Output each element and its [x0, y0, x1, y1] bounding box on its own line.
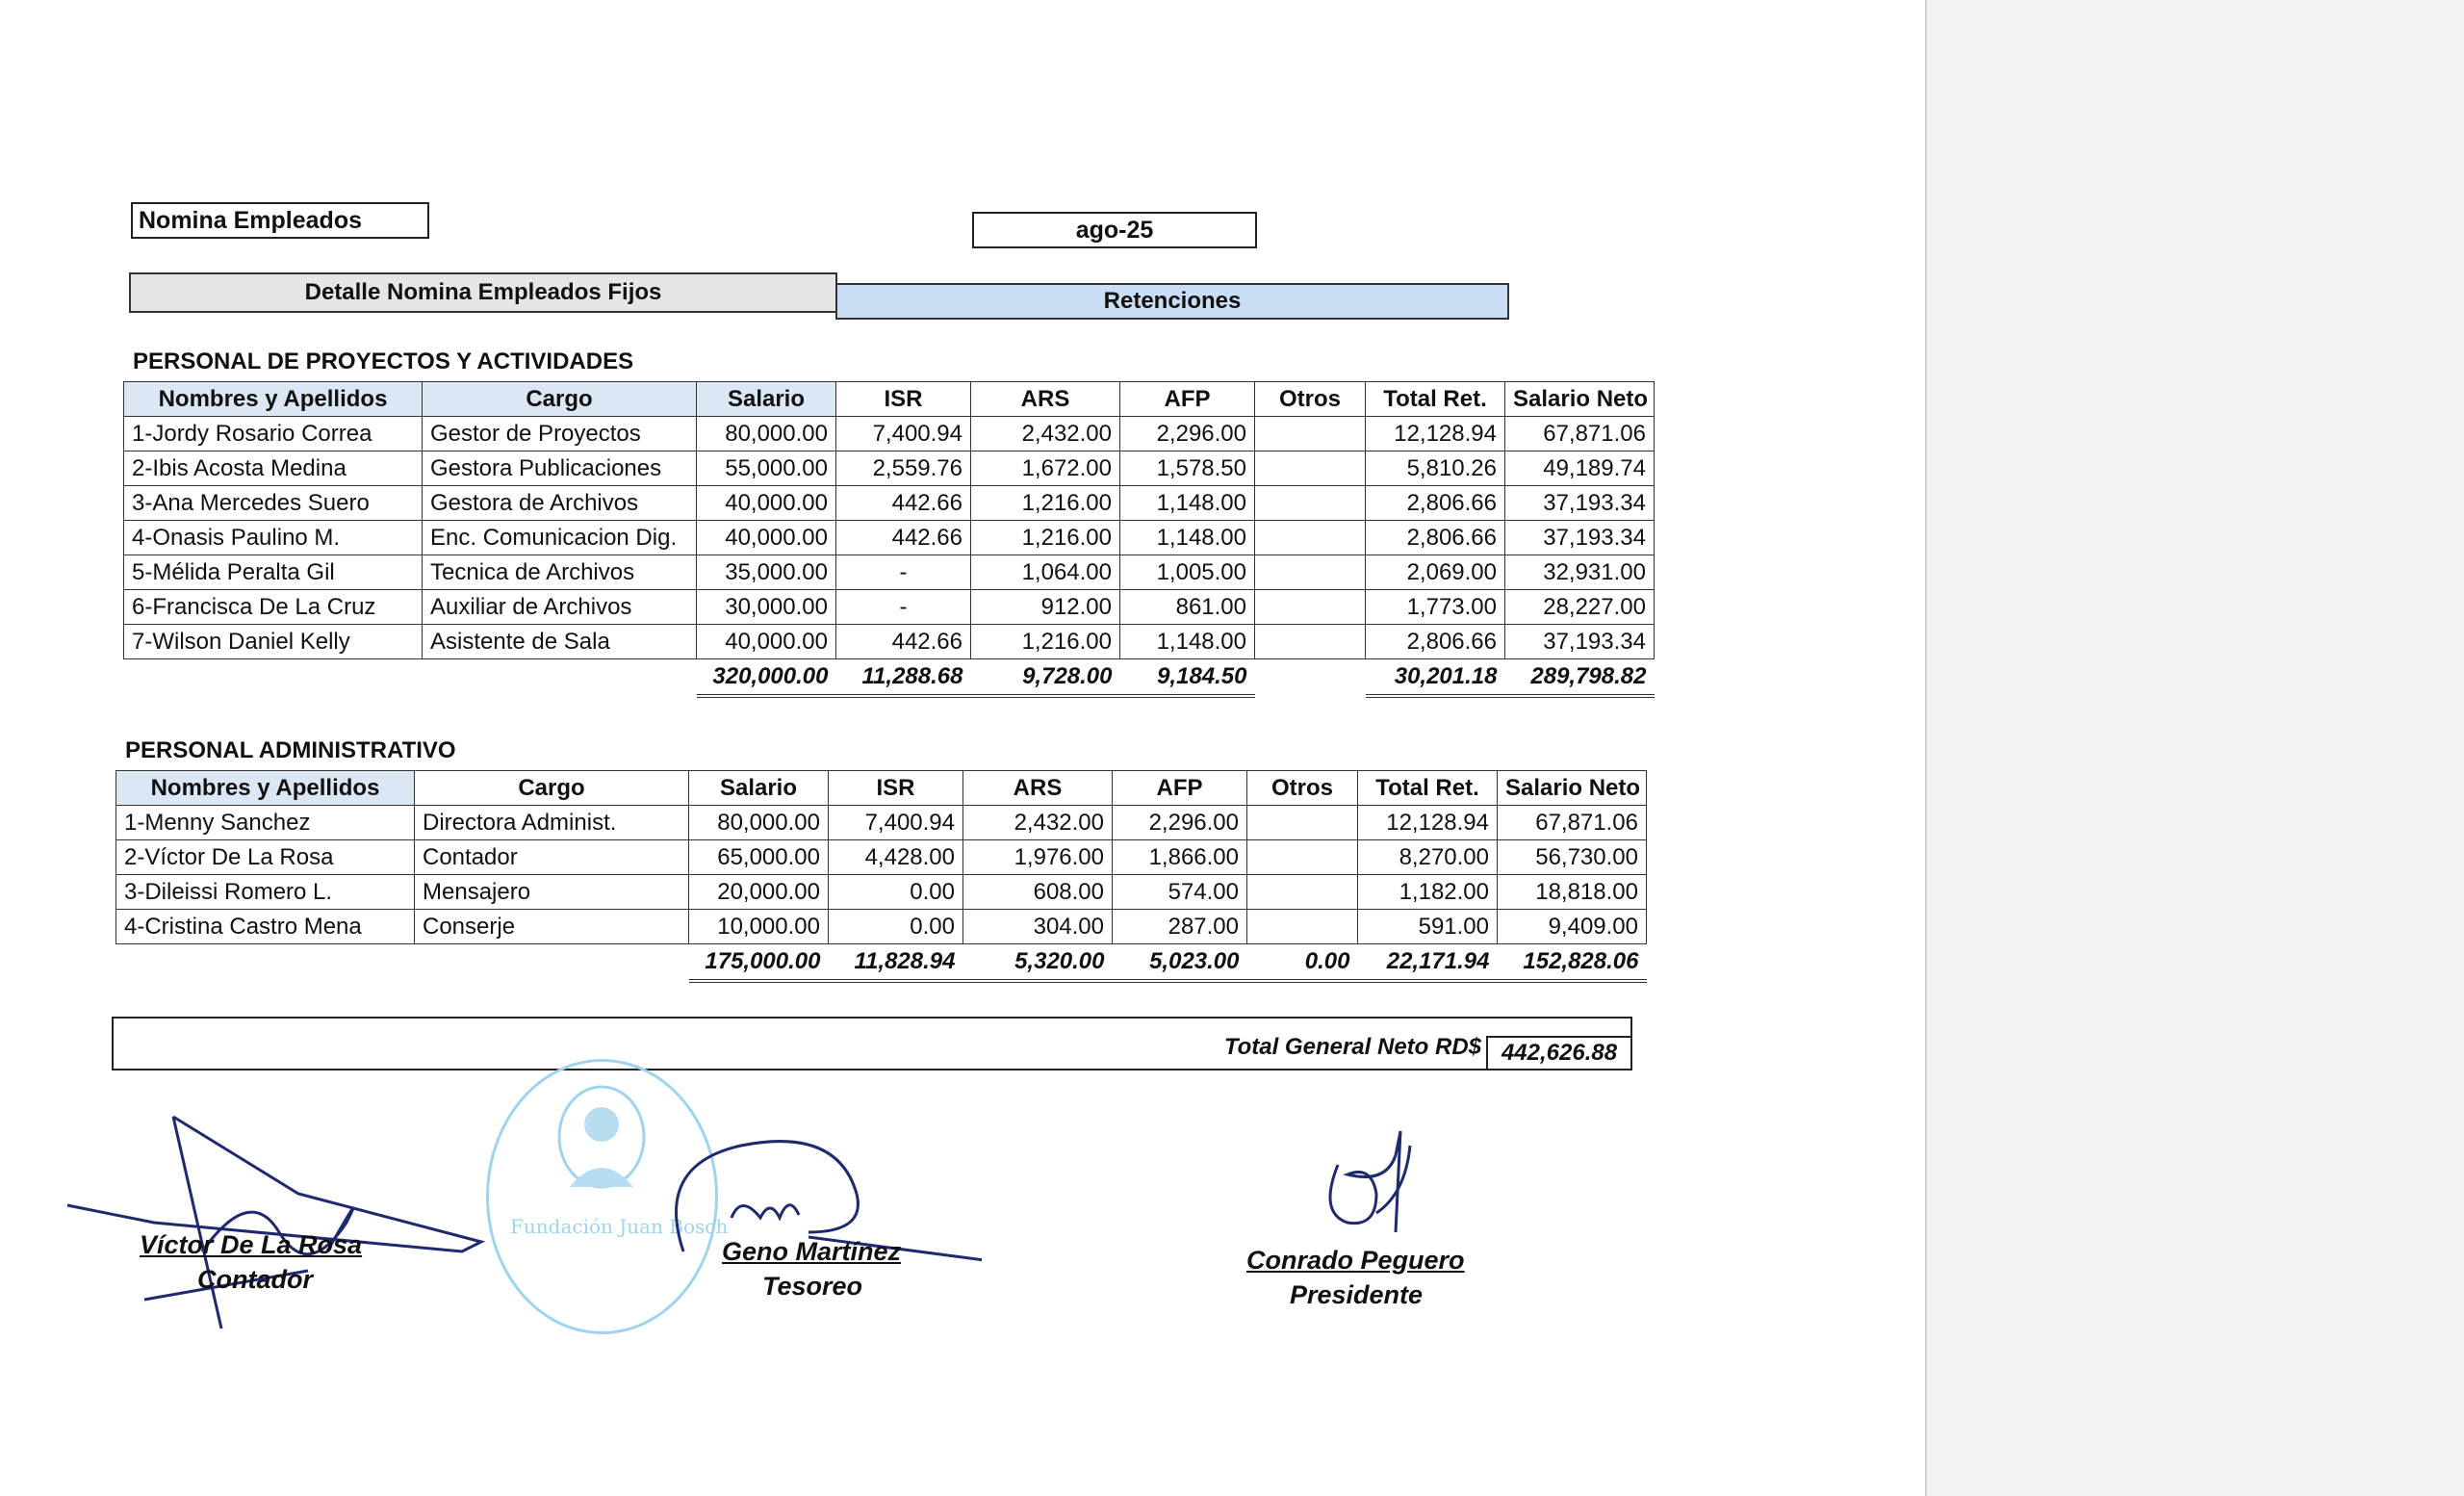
table-row [124, 625, 1655, 659]
admin-table [116, 770, 1647, 983]
cell-cargo: Conserje [415, 910, 689, 944]
total-isr: 11,288.68 [836, 659, 971, 697]
cell-salario-neto: 9,409.00 [1498, 910, 1647, 944]
col-otros: Otros [1247, 771, 1358, 806]
cell-otros [1255, 521, 1366, 555]
cell-nombre: 4-Onasis Paulino M. [124, 521, 423, 555]
cell-afp: 1,148.00 [1120, 486, 1255, 521]
cell-cargo: Directora Administ. [415, 806, 689, 840]
cell-isr: 442.66 [836, 486, 971, 521]
cell-afp: 2,296.00 [1120, 417, 1255, 451]
cell-afp: 2,296.00 [1113, 806, 1247, 840]
total-nombre [124, 659, 423, 697]
col-isr: ISR [836, 382, 971, 417]
band-detail-text: Detalle Nomina Empleados Fijos [304, 279, 662, 305]
cell-salario-neto: 32,931.00 [1505, 555, 1655, 590]
col-isr: ISR [829, 771, 963, 806]
cell-salario: 40,000.00 [697, 486, 836, 521]
table-row [116, 875, 1647, 910]
total-isr: 11,828.94 [829, 944, 963, 982]
document-title-text: Nomina Empleados [139, 206, 362, 234]
cell-nombre: 7-Wilson Daniel Kelly [124, 625, 423, 659]
cell-otros [1247, 840, 1358, 875]
projects-table [123, 381, 1655, 698]
cell-salario: 10,000.00 [689, 910, 829, 944]
cell-nombre: 3-Dileissi Romero L. [116, 875, 415, 910]
cell-otros [1255, 625, 1366, 659]
cell-total-ret: 2,806.66 [1366, 625, 1505, 659]
cell-cargo: Tecnica de Archivos [423, 555, 697, 590]
col-otros: Otros [1255, 382, 1366, 417]
section-title-projects: PERSONAL DE PROYECTOS Y ACTIVIDADES [133, 348, 634, 374]
cell-salario: 35,000.00 [697, 555, 836, 590]
col-nombres: Nombres y Apellidos [124, 382, 423, 417]
cell-total-ret: 12,128.94 [1358, 806, 1498, 840]
cell-cargo: Contador [415, 840, 689, 875]
signature-role-presidente: Presidente [1290, 1280, 1424, 1309]
cell-nombre: 6-Francisca De La Cruz [124, 590, 423, 625]
document-title [131, 202, 429, 239]
cell-ars: 2,432.00 [963, 806, 1113, 840]
cell-otros [1247, 875, 1358, 910]
cell-total-ret: 2,806.66 [1366, 521, 1505, 555]
grand-total-label: Total General Neto RD$ [1223, 1034, 1481, 1060]
col-salario: Salario [689, 771, 829, 806]
cell-ars: 2,432.00 [971, 417, 1120, 451]
cell-nombre: 2-Víctor De La Rosa [116, 840, 415, 875]
signature-name-contador: Víctor De La Rosa [140, 1230, 363, 1259]
cell-isr: 0.00 [829, 875, 963, 910]
total-ars: 9,728.00 [971, 659, 1120, 697]
cell-afp: 1,148.00 [1120, 521, 1255, 555]
cell-otros [1255, 590, 1366, 625]
cell-salario-neto: 37,193.34 [1505, 625, 1655, 659]
cell-salario: 80,000.00 [689, 806, 829, 840]
cell-salario: 55,000.00 [697, 451, 836, 486]
signature-presidente-icon [1319, 1126, 1424, 1251]
cell-otros [1255, 451, 1366, 486]
period-box [972, 212, 1257, 248]
table-row [124, 486, 1655, 521]
col-ars: ARS [971, 382, 1120, 417]
signature-name-presidente: Conrado Peguero [1246, 1246, 1465, 1275]
projects-header-row [124, 382, 1655, 417]
cell-isr: - [836, 555, 971, 590]
cell-afp: 1,866.00 [1113, 840, 1247, 875]
cell-salario-neto: 49,189.74 [1505, 451, 1655, 486]
cell-isr: 7,400.94 [836, 417, 971, 451]
cell-afp: 1,005.00 [1120, 555, 1255, 590]
cell-salario: 65,000.00 [689, 840, 829, 875]
cell-nombre: 3-Ana Mercedes Suero [124, 486, 423, 521]
cell-otros [1247, 806, 1358, 840]
col-total-ret: Total Ret. [1366, 382, 1505, 417]
table-row [124, 451, 1655, 486]
cell-ars: 1,216.00 [971, 486, 1120, 521]
admin-header-row [116, 771, 1647, 806]
cell-isr: 7,400.94 [829, 806, 963, 840]
cell-otros [1255, 486, 1366, 521]
portrait-icon [549, 1081, 654, 1197]
col-cargo: Cargo [415, 771, 689, 806]
cell-total-ret: 1,773.00 [1366, 590, 1505, 625]
cell-salario-neto: 18,818.00 [1498, 875, 1647, 910]
col-afp: AFP [1120, 382, 1255, 417]
cell-nombre: 4-Cristina Castro Mena [116, 910, 415, 944]
total-afp: 9,184.50 [1120, 659, 1255, 697]
cell-total-ret: 12,128.94 [1366, 417, 1505, 451]
col-afp: AFP [1113, 771, 1247, 806]
signature-contador-icon [58, 1107, 558, 1338]
cell-salario: 40,000.00 [697, 521, 836, 555]
cell-ars: 1,672.00 [971, 451, 1120, 486]
cell-afp: 574.00 [1113, 875, 1247, 910]
cell-ars: 1,976.00 [963, 840, 1113, 875]
signature-role-contador: Contador [197, 1265, 313, 1294]
cell-ars: 1,216.00 [971, 521, 1120, 555]
cell-isr: 442.66 [836, 521, 971, 555]
cell-isr: 4,428.00 [829, 840, 963, 875]
col-nombres: Nombres y Apellidos [116, 771, 415, 806]
cell-ars: 1,064.00 [971, 555, 1120, 590]
cell-total-ret: 1,182.00 [1358, 875, 1498, 910]
totals-row [124, 659, 1655, 697]
cell-afp: 1,578.50 [1120, 451, 1255, 486]
total-total-ret: 30,201.18 [1366, 659, 1505, 697]
cell-otros [1255, 417, 1366, 451]
total-ars: 5,320.00 [963, 944, 1113, 982]
cell-total-ret: 8,270.00 [1358, 840, 1498, 875]
cell-otros [1255, 555, 1366, 590]
table-row [124, 555, 1655, 590]
band-retenciones-text: Retenciones [1103, 288, 1242, 314]
period-text: ago-25 [1075, 216, 1154, 244]
total-nombre [116, 944, 415, 982]
cell-cargo: Gestora Publicaciones [423, 451, 697, 486]
table-row [124, 521, 1655, 555]
cell-ars: 608.00 [963, 875, 1113, 910]
col-salario-neto: Salario Neto [1498, 771, 1647, 806]
table-row [116, 806, 1647, 840]
cell-cargo: Enc. Comunicacion Dig. [423, 521, 697, 555]
cell-cargo: Asistente de Sala [423, 625, 697, 659]
total-cargo [423, 659, 697, 697]
band-retenciones [835, 283, 1509, 320]
table-row [124, 590, 1655, 625]
total-cargo [415, 944, 689, 982]
cell-total-ret: 5,810.26 [1366, 451, 1505, 486]
cell-salario-neto: 67,871.06 [1505, 417, 1655, 451]
cell-salario: 40,000.00 [697, 625, 836, 659]
cell-salario: 20,000.00 [689, 875, 829, 910]
cell-nombre: 2-Ibis Acosta Medina [124, 451, 423, 486]
cell-nombre: 5-Mélida Peralta Gil [124, 555, 423, 590]
cell-otros [1247, 910, 1358, 944]
col-total-ret: Total Ret. [1358, 771, 1498, 806]
cell-total-ret: 2,069.00 [1366, 555, 1505, 590]
totals-row [116, 944, 1647, 982]
cell-afp: 861.00 [1120, 590, 1255, 625]
cell-isr: 2,559.76 [836, 451, 971, 486]
total-total-ret: 22,171.94 [1358, 944, 1498, 982]
cell-cargo: Auxiliar de Archivos [423, 590, 697, 625]
signature-name-tesoreo: Geno Martínez [722, 1237, 902, 1266]
band-detail [129, 272, 837, 313]
cell-afp: 287.00 [1113, 910, 1247, 944]
total-otros: 0.00 [1247, 944, 1358, 982]
cell-ars: 912.00 [971, 590, 1120, 625]
cell-salario-neto: 37,193.34 [1505, 521, 1655, 555]
table-row [116, 840, 1647, 875]
cell-cargo: Mensajero [415, 875, 689, 910]
cell-salario: 80,000.00 [697, 417, 836, 451]
cell-cargo: Gestor de Proyectos [423, 417, 697, 451]
cell-total-ret: 591.00 [1358, 910, 1498, 944]
total-afp: 5,023.00 [1113, 944, 1247, 982]
table-row [124, 417, 1655, 451]
cell-salario-neto: 67,871.06 [1498, 806, 1647, 840]
cell-salario-neto: 28,227.00 [1505, 590, 1655, 625]
col-salario: Salario [697, 382, 836, 417]
cell-nombre: 1-Jordy Rosario Correa [124, 417, 423, 451]
cell-ars: 1,216.00 [971, 625, 1120, 659]
signature-role-tesoreo: Tesoreo [762, 1272, 863, 1301]
cell-salario-neto: 56,730.00 [1498, 840, 1647, 875]
cell-salario-neto: 37,193.34 [1505, 486, 1655, 521]
grand-total-value: 442,626.88 [1486, 1036, 1630, 1070]
cell-isr: 0.00 [829, 910, 963, 944]
stamp-text: Fundación Juan Bosch [510, 1215, 729, 1238]
total-salario-neto: 289,798.82 [1505, 659, 1655, 697]
cell-ars: 304.00 [963, 910, 1113, 944]
total-salario: 175,000.00 [689, 944, 829, 982]
col-ars: ARS [963, 771, 1113, 806]
total-salario: 320,000.00 [697, 659, 836, 697]
table-row [116, 910, 1647, 944]
cell-isr: 442.66 [836, 625, 971, 659]
cell-salario: 30,000.00 [697, 590, 836, 625]
col-cargo: Cargo [423, 382, 697, 417]
grand-total-bar [112, 1017, 1632, 1070]
total-otros [1255, 659, 1366, 697]
cell-isr: - [836, 590, 971, 625]
cell-afp: 1,148.00 [1120, 625, 1255, 659]
cell-nombre: 1-Menny Sanchez [116, 806, 415, 840]
cell-total-ret: 2,806.66 [1366, 486, 1505, 521]
total-salario-neto: 152,828.06 [1498, 944, 1647, 982]
cell-cargo: Gestora de Archivos [423, 486, 697, 521]
col-salario-neto: Salario Neto [1505, 382, 1655, 417]
section-title-admin: PERSONAL ADMINISTRATIVO [125, 737, 456, 763]
